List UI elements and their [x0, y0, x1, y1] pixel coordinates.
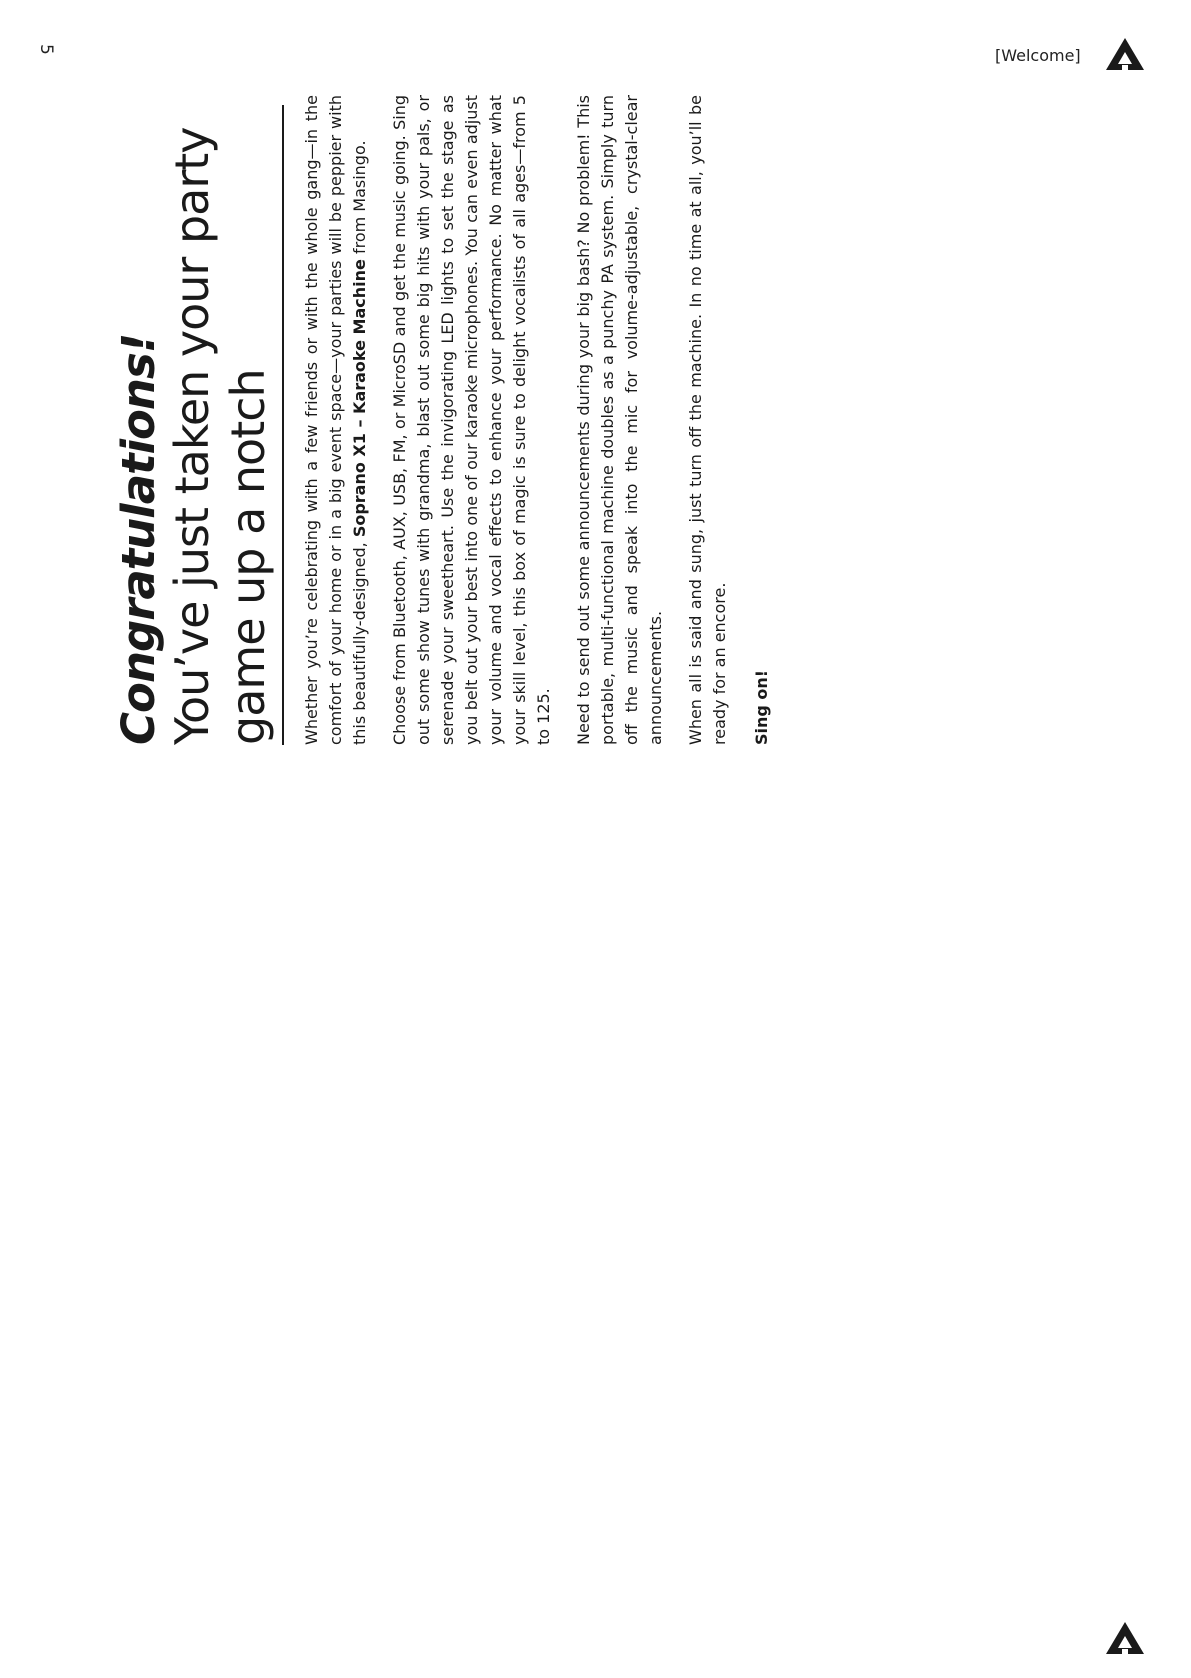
masingo-logo-icon [1104, 1620, 1146, 1656]
closing-paragraph: When all is said and sung, just turn off the machine. In no time at all, you’ll be ready for an encore. [686, 95, 729, 745]
welcome-content [114, 95, 774, 745]
page-number: 5 [36, 44, 56, 55]
pa-system-paragraph: Need to send out some announcements during your big bash? No problem! This portable, multi-functional machine doubles as a punchy PA system. Simply turn off the music and speak into the mic for volume-adjustable, crystal-clear announcements. [574, 95, 665, 745]
features-paragraph: Choose from Bluetooth, AUX, USB, FM, or MicroSD and get the music going. Sing out some show tunes with grandma, blast out some big hits with your pals, or serenade your sweetheart. Use the invigorating LED lights to set the stage as you belt out your best into one of our karaoke microphones. You can even adjust your volume and vocal effects to enhance your performance. No matter what your skill level, this box of magic is sure to delight vocalists of all ages—from 5 to 125. [390, 95, 553, 745]
intro-text-end: from Masingo. [350, 140, 369, 260]
intro-paragraph [300, 95, 372, 745]
masingo-logo-icon [1104, 36, 1146, 72]
congratulations-heading: Congratulations! [112, 333, 165, 745]
product-name: Soprano X1 – Karaoke Machine [350, 259, 369, 538]
headline: You’ve just taken your party game up a notch [164, 105, 284, 745]
intro-text: Whether you’re celebrating with a few friends or with the whole gang—in the comfort of your home or in a big event space—your parties will be peppier with this beautifully-designed, [302, 95, 369, 745]
section-label: [Welcome] [995, 46, 1081, 65]
sign-off: Sing on! [752, 669, 771, 745]
